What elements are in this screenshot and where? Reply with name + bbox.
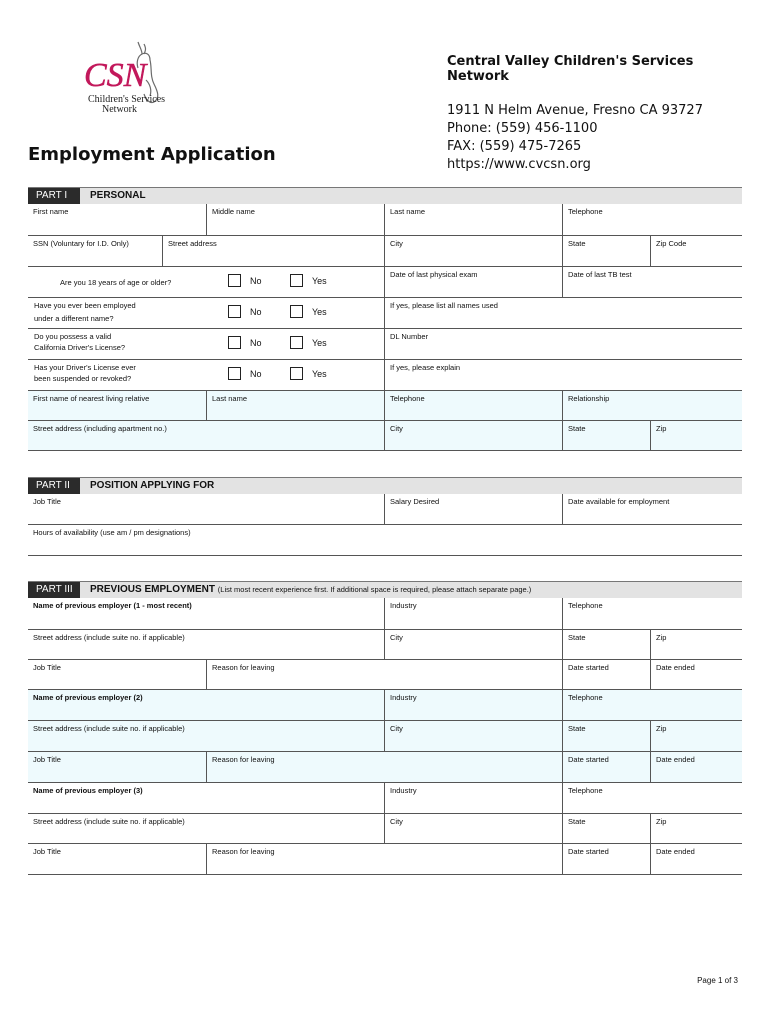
names-used-field[interactable] <box>384 298 742 328</box>
suspended-yes-checkbox[interactable] <box>290 367 303 380</box>
license-yes-checkbox[interactable] <box>290 336 303 349</box>
relative-telephone-label: Telephone <box>390 394 425 403</box>
employer-2-telephone-field[interactable] <box>562 690 742 720</box>
employer-1-date-started-label: Date started <box>568 663 609 672</box>
employer-3-reason-field[interactable] <box>206 844 562 874</box>
employer-3-industry-label: Industry <box>390 786 417 795</box>
org-address: 1911 N Helm Avenue, Fresno CA 93727 <box>447 103 703 118</box>
relative-city-field[interactable] <box>384 421 562 450</box>
city-field[interactable] <box>384 236 562 266</box>
other-name-no-label: No <box>250 307 262 317</box>
employer-3-industry-field[interactable] <box>384 783 562 813</box>
license-question-line1: Do you possess a valid <box>34 332 112 341</box>
middle-name-field[interactable] <box>206 204 384 235</box>
employer-3-street-label: Street address (include suite no. if applicable) <box>33 817 185 826</box>
employer-3-city-field[interactable] <box>384 814 562 843</box>
employer-1-name-row <box>28 598 742 630</box>
section-title-text: PREVIOUS EMPLOYMENT <box>90 584 216 595</box>
org-fax: FAX: (559) 475-7265 <box>447 139 582 154</box>
section-title: PERSONAL <box>90 190 146 201</box>
city-label: City <box>390 239 403 248</box>
relative-city-label: City <box>390 424 403 433</box>
hours-field[interactable] <box>28 525 742 555</box>
employer-2-city-field[interactable] <box>384 721 562 751</box>
suspended-yes-label: Yes <box>312 369 327 379</box>
employer-1-reason-label: Reason for leaving <box>212 663 275 672</box>
employer-3-state-label: State <box>568 817 586 826</box>
position-row <box>28 494 742 525</box>
suspended-question-line1: Has your Driver's License ever <box>34 363 136 372</box>
employer-2-date-ended-field[interactable] <box>650 752 742 782</box>
date-physical-field[interactable] <box>384 267 562 297</box>
employer-3-job-row <box>28 844 742 875</box>
relative-street-label: Street address (including apartment no.) <box>33 424 167 433</box>
relative-street-field[interactable] <box>28 421 384 450</box>
employer-1-job-title-label: Job Title <box>33 663 61 672</box>
employer-2-industry-field[interactable] <box>384 690 562 720</box>
explain-label: If yes, please explain <box>390 363 461 372</box>
employer-2-name-field[interactable] <box>28 690 384 720</box>
page-number: Page 1 of 3 <box>697 976 738 985</box>
state-label: State <box>568 239 586 248</box>
employer-1-telephone-label: Telephone <box>568 601 603 610</box>
other-name-question <box>28 298 384 328</box>
org-name: Central Valley Children's Services Network <box>447 54 694 84</box>
license-question <box>28 329 384 359</box>
names-used-label: If yes, please list all names used <box>390 301 498 310</box>
employer-2-name-row <box>28 690 742 721</box>
employer-3-name-label: Name of previous employer (3) <box>33 786 143 795</box>
employer-1-address-row <box>28 630 742 660</box>
salary-label: Salary Desired <box>390 497 440 506</box>
employer-3-date-ended-label: Date ended <box>656 847 695 856</box>
employer-1-name-label: Name of previous employer (1 - most recent) <box>33 601 192 610</box>
zip-code-field[interactable] <box>650 236 742 266</box>
age-no-checkbox[interactable] <box>228 274 241 287</box>
employer-2-state-label: State <box>568 724 586 733</box>
employer-2-street-field[interactable] <box>28 721 384 751</box>
employer-3-zip-field[interactable] <box>650 814 742 843</box>
employer-3-zip-label: Zip <box>656 817 667 826</box>
middle-name-label: Middle name <box>212 207 255 216</box>
license-row <box>28 329 742 360</box>
dl-number-label: DL Number <box>390 332 429 341</box>
date-physical-label: Date of last physical exam <box>390 270 478 279</box>
employer-2-job-row <box>28 752 742 783</box>
relative-state-label: State <box>568 424 586 433</box>
first-name-field[interactable] <box>28 204 206 235</box>
employer-3-job-title-field[interactable] <box>28 844 206 874</box>
employer-1-job-title-field[interactable] <box>28 660 206 689</box>
hours-row <box>28 525 742 556</box>
logo-subtitle-2: Network <box>102 104 137 115</box>
age-yes-label: Yes <box>312 276 327 286</box>
relationship-label: Relationship <box>568 394 610 403</box>
part-label: PART I <box>28 188 80 204</box>
age-question <box>28 267 384 297</box>
ssn-field[interactable] <box>28 236 162 266</box>
employer-1-zip-label: Zip <box>656 633 667 642</box>
org-website[interactable]: https://www.cvcsn.org <box>447 157 591 172</box>
employer-2-zip-label: Zip <box>656 724 667 733</box>
suspended-question <box>28 360 384 390</box>
part-label: PART III <box>28 582 80 598</box>
relative-zip-field[interactable] <box>650 421 742 450</box>
relative-address-row <box>28 421 742 451</box>
section-position-header <box>28 477 742 494</box>
suspended-question-line2: been suspended or revoked? <box>34 374 132 383</box>
relative-state-field[interactable] <box>562 421 650 450</box>
date-available-field[interactable] <box>562 494 742 524</box>
employer-2-address-row <box>28 721 742 752</box>
employer-2-job-title-label: Job Title <box>33 755 61 764</box>
csn-logo <box>80 40 172 124</box>
employer-3-date-started-label: Date started <box>568 847 609 856</box>
job-title-label: Job Title <box>33 497 61 506</box>
employer-3-state-field[interactable] <box>562 814 650 843</box>
employer-2-reason-field[interactable] <box>206 752 562 782</box>
state-field[interactable] <box>562 236 650 266</box>
date-tb-label: Date of last TB test <box>568 270 632 279</box>
age-yes-checkbox[interactable] <box>290 274 303 287</box>
relative-first-name-label: First name of nearest living relative <box>33 394 150 403</box>
employer-1-street-label: Street address (include suite no. if applicable) <box>33 633 185 642</box>
license-no-label: No <box>250 338 262 348</box>
employer-3-date-ended-field[interactable] <box>650 844 742 874</box>
employer-2-telephone-label: Telephone <box>568 693 603 702</box>
section-title <box>90 582 531 598</box>
telephone-field[interactable] <box>562 204 742 235</box>
employer-2-date-started-field[interactable] <box>562 752 650 782</box>
employer-3-street-field[interactable] <box>28 814 384 843</box>
relative-first-name-field[interactable] <box>28 391 206 420</box>
employer-1-name-field[interactable] <box>28 598 384 629</box>
address-row <box>28 236 742 267</box>
hours-label: Hours of availability (use am / pm designations) <box>33 528 191 537</box>
employer-3-date-started-field[interactable] <box>562 844 650 874</box>
employer-1-date-ended-label: Date ended <box>656 663 695 672</box>
employer-1-telephone-field[interactable] <box>562 598 742 629</box>
license-question-line2: California Driver's License? <box>34 343 126 352</box>
employer-2-state-field[interactable] <box>562 721 650 751</box>
organization-info <box>447 54 757 174</box>
employer-1-city-field[interactable] <box>384 630 562 659</box>
employer-2-job-title-field[interactable] <box>28 752 206 782</box>
employer-1-zip-field[interactable] <box>650 630 742 659</box>
employer-2-city-label: City <box>390 724 403 733</box>
age-no-label: No <box>250 276 262 286</box>
logo-subtitle-1: Children's Services <box>88 94 166 105</box>
dl-number-field[interactable] <box>384 329 742 359</box>
employer-3-city-label: City <box>390 817 403 826</box>
employer-2-street-label: Street address (include suite no. if applicable) <box>33 724 185 733</box>
employer-2-industry-label: Industry <box>390 693 417 702</box>
relationship-field[interactable] <box>562 391 742 420</box>
job-title-field[interactable] <box>28 494 384 524</box>
part-label: PART II <box>28 478 80 494</box>
zip-code-label: Zip Code <box>656 239 687 248</box>
other-name-question-line2: under a different name? <box>34 314 114 323</box>
employer-1-date-started-field[interactable] <box>562 660 650 689</box>
last-name-field[interactable] <box>384 204 562 235</box>
employer-1-state-field[interactable] <box>562 630 650 659</box>
section-title: POSITION APPLYING FOR <box>90 480 215 491</box>
date-tb-field[interactable] <box>562 267 742 297</box>
employer-1-industry-label: Industry <box>390 601 417 610</box>
section-note: (List most recent experience first. If additional space is required, please attach separate page.) <box>217 585 532 594</box>
employer-1-job-row <box>28 660 742 690</box>
name-row <box>28 204 742 236</box>
employer-3-address-row <box>28 814 742 844</box>
employer-2-date-ended-label: Date ended <box>656 755 695 764</box>
explain-field[interactable] <box>384 360 742 390</box>
other-name-row <box>28 298 742 329</box>
license-no-checkbox[interactable] <box>228 336 241 349</box>
employer-3-job-title-label: Job Title <box>33 847 61 856</box>
section-personal-header <box>28 187 742 204</box>
section-employment-header <box>28 581 742 598</box>
employer-2-reason-label: Reason for leaving <box>212 755 275 764</box>
employer-1-date-ended-field[interactable] <box>650 660 742 689</box>
employer-1-city-label: City <box>390 633 403 642</box>
employer-2-zip-field[interactable] <box>650 721 742 751</box>
relative-telephone-field[interactable] <box>384 391 562 420</box>
suspended-no-label: No <box>250 369 262 379</box>
employer-3-telephone-field[interactable] <box>562 783 742 813</box>
date-available-label: Date available for employment <box>568 497 670 506</box>
ssn-label: SSN (Voluntary for I.D. Only) <box>33 239 129 248</box>
relative-zip-label: Zip <box>656 424 667 433</box>
employer-2-name-label: Name of previous employer (2) <box>33 693 143 702</box>
employer-1-state-label: State <box>568 633 586 642</box>
other-name-yes-checkbox[interactable] <box>290 305 303 318</box>
employer-1-industry-field[interactable] <box>384 598 562 629</box>
relative-last-name-field[interactable] <box>206 391 384 420</box>
salary-field[interactable] <box>384 494 562 524</box>
license-yes-label: Yes <box>312 338 327 348</box>
suspended-no-checkbox[interactable] <box>228 367 241 380</box>
street-address-field[interactable] <box>162 236 384 266</box>
relative-last-name-label: Last name <box>212 394 248 403</box>
employer-3-name-field[interactable] <box>28 783 384 813</box>
first-name-label: First name <box>33 207 69 216</box>
age-question-row <box>28 267 742 298</box>
suspended-row <box>28 360 742 391</box>
other-name-yes-label: Yes <box>312 307 327 317</box>
age-question-label: Are you 18 years of age or older? <box>60 278 172 287</box>
last-name-label: Last name <box>390 207 426 216</box>
logo-letters: CSN <box>84 57 147 94</box>
employer-3-name-row <box>28 783 742 814</box>
other-name-question-line1: Have you ever been employed <box>34 301 136 310</box>
employer-1-reason-field[interactable] <box>206 660 562 689</box>
employer-1-street-field[interactable] <box>28 630 384 659</box>
page-title: Employment Application <box>28 144 276 165</box>
street-address-label: Street address <box>168 239 217 248</box>
employer-3-telephone-label: Telephone <box>568 786 603 795</box>
telephone-label: Telephone <box>568 207 603 216</box>
org-phone: Phone: (559) 456-1100 <box>447 121 598 136</box>
employer-3-reason-label: Reason for leaving <box>212 847 275 856</box>
relative-row <box>28 391 742 421</box>
employer-2-date-started-label: Date started <box>568 755 609 764</box>
other-name-no-checkbox[interactable] <box>228 305 241 318</box>
